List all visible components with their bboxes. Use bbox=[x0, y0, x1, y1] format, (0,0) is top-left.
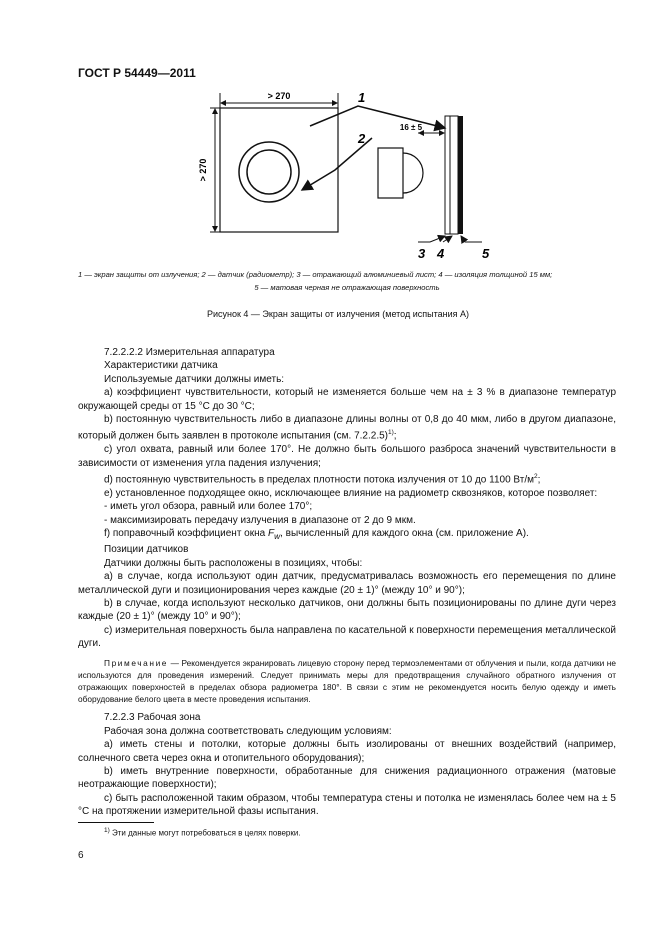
figure-4-diagram bbox=[160, 88, 520, 263]
figure-label-3: 3 bbox=[418, 246, 426, 261]
dim-gap-label: 16 ± 5 bbox=[399, 123, 423, 132]
list-item: c) измерительная поверхность была направлена по касательной к поверхности перемещения металлической дуги. bbox=[78, 624, 616, 650]
dim-width-label: > 270 bbox=[267, 91, 291, 101]
list-item: - максимизировать передачу излучения в диапазоне от 2 до 9 мкм. bbox=[104, 514, 416, 526]
dim-height-label: > 270 bbox=[198, 158, 208, 182]
figure-label-4: 4 bbox=[437, 246, 445, 261]
note-label: Примечание bbox=[104, 657, 169, 668]
document-header: ГОСТ Р 54449—2011 bbox=[78, 66, 196, 80]
caption-line-1: 1 — экран защиты от излучения; 2 — датчик (радиометр); 3 — отражающий алюминиевый лист; 4 — изоляция толщиной 15 мм; bbox=[78, 270, 553, 279]
footnote-divider bbox=[78, 822, 154, 823]
matte-black-surface bbox=[458, 116, 463, 234]
caption-line-2: 5 — матовая черная не отражающая поверхность bbox=[254, 283, 440, 292]
screen-opening-outer bbox=[239, 142, 299, 202]
paragraph: Датчики должны быть расположены в позициях, чтобы: bbox=[104, 557, 363, 569]
note: Примечание — Рекомендуется экранировать лицевую сторону перед термоэлементами от облучения и пыли, когда датчики не используются для проведения измерений. Следует принимать меры для предотвращения случайного обратного излучения от отражающих поверхностей в пределах обзора радиометра 180°. В связи с этим не рекомендуется носить белую одежду и иметь оборудование белого цвета в месте проведения испытания. bbox=[78, 657, 616, 705]
list-item: - иметь угол обзора, равный или более 170°; bbox=[104, 501, 313, 513]
section-heading-7223: 7.2.2.3 Рабочая зона bbox=[104, 712, 201, 724]
figure-label-2: 2 bbox=[358, 131, 366, 146]
figure-label-5: 5 bbox=[482, 246, 490, 261]
list-item: a) коэффициент чувствительности, который не изменяется больше чем на ± 3 % в диапазоне температур окружающей среды от 15 °С до 30 °С; bbox=[78, 387, 616, 412]
list-item: d) постоянную чувствительность в пределах плотности потока излучения от 10 до 1100 $Вт/м^2$; bbox=[104, 472, 541, 486]
radiation-screen bbox=[220, 108, 338, 232]
list-item: c) быть расположенной таким образом, чтобы температура стены и потолка не изменялась более чем на ± 5 °С на протяжении измерительной фазы испытания. bbox=[78, 792, 616, 818]
list-item: b) в случае, когда используют несколько датчиков, они должны быть позиционированы по длине дуги через каждые (20 ± 1)° (между 10° и 90°); bbox=[78, 597, 616, 623]
list-item: f) поправочный коэффициент окна $F_w$, вычисленный для каждого окна (см. приложение А). bbox=[104, 527, 529, 541]
section-heading-72222: 7.2.2.2.2 Измерительная аппаратура bbox=[104, 347, 275, 358]
list-item: b) постоянную чувствительность либо в диапазоне длины волны от 0,8 до 40 мкм, либо в другом диапазоне, который должен быть заявлен в протоколе испытания (см. 7.2.2.5)$^{1)}$; bbox=[78, 414, 616, 442]
paragraph: Используемые датчики должны иметь: bbox=[104, 373, 285, 385]
document-body bbox=[78, 346, 616, 819]
footnote-ref: 1) bbox=[388, 429, 394, 437]
list-item: a) иметь стены и потолки, которые должны быть изолированы от внешних воздействий (например, солнечного света через окна и отопительного оборудования); bbox=[78, 739, 616, 764]
footnote: $^{1)}$ Эти данные могут потребоваться в целях поверки. bbox=[104, 827, 301, 838]
paragraph: Рабочая зона должна соответствовать следующим условиям: bbox=[104, 725, 392, 737]
figure-caption bbox=[78, 268, 616, 294]
list-item: a) в случае, когда используют один датчик, предусматривалась возможность его перемещения по длине металлической дуги и позиционирования через каждые (20 ± 1)° (между 10° и 90°); bbox=[78, 571, 616, 596]
list-item: b) иметь внутренние поверхности, обработанные для снижения радиационного отражения (матовые неотражающие поверхности); bbox=[78, 766, 616, 791]
sensor-radiometer bbox=[378, 148, 403, 198]
page-number: 6 bbox=[78, 850, 84, 861]
subheading-sensor-characteristics: Характеристики датчика bbox=[104, 360, 218, 372]
insulation-layer bbox=[450, 116, 458, 234]
figure-label-1: 1 bbox=[358, 90, 366, 105]
aluminium-sheet bbox=[445, 116, 450, 234]
list-item: c) угол охвата, равный или более 170°. Не должно быть большого разброса значений чувствительности в зависимости от изменения угла падения излучения; bbox=[78, 444, 616, 469]
screen-opening-inner bbox=[247, 150, 291, 194]
figure-title: Рисунок 4 — Экран защиты от излучения (метод испытания А) bbox=[206, 309, 470, 319]
list-item: e) установленное подходящее окно, исключающее влияние на радиометр сквозняков, которое позволяет: bbox=[104, 487, 598, 499]
subheading-sensor-positions: Позиции датчиков bbox=[104, 544, 189, 556]
